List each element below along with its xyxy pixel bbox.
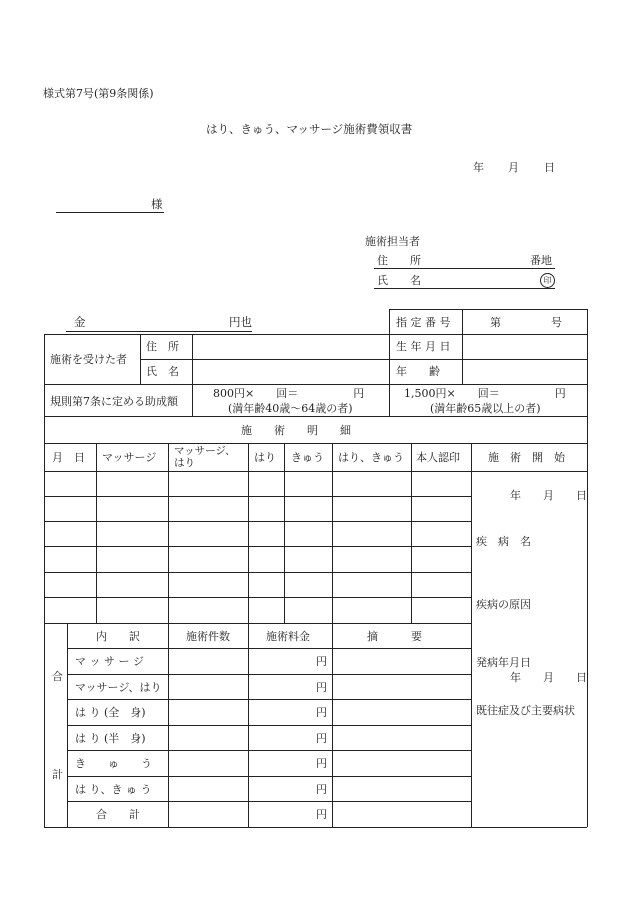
grid-line (44, 496, 471, 497)
header-hari-kyu: はり、きゅう (338, 451, 404, 464)
header-start: 施 術 開 始 (488, 451, 565, 464)
summary-row-unit: 円 (316, 757, 327, 770)
summary-row-label: マッサージ、はり (75, 681, 162, 694)
grid-line (389, 309, 390, 416)
practitioner-address-label: 住 所 (377, 254, 421, 267)
summary-row-label: 合 計 (96, 808, 140, 821)
grid-line (44, 827, 587, 828)
grid-line (471, 443, 472, 827)
grid-line (248, 443, 249, 827)
designation-label: 指 定 番 号 (396, 316, 451, 329)
amount-suffix: 円也 (229, 315, 252, 329)
grid-line (44, 572, 471, 573)
page-title: はり、きゅう、マッサージ施術費領収書 (206, 122, 413, 136)
header-kyu: きゅう (291, 451, 324, 464)
recipient-name-label: 氏 名 (146, 365, 179, 378)
recipient-address-label: 住 所 (146, 340, 179, 353)
grid-line (411, 443, 412, 623)
designation-dai: 第 (490, 316, 501, 329)
grid-line (96, 443, 97, 623)
grid-line (284, 443, 285, 623)
addressee-suffix: 様 (151, 197, 163, 211)
summary-row-unit: 円 (316, 706, 327, 719)
summary-row-label: マ ッ サ ー ジ (75, 655, 144, 668)
designation-go: 号 (551, 316, 562, 329)
grid-line (67, 674, 471, 675)
header-seal: 本人認印 (416, 451, 460, 464)
summary-header-fee: 施術料金 (266, 630, 310, 643)
summary-row-label: は り (全 身) (75, 706, 146, 719)
birth-label: 生 年 月 日 (396, 340, 451, 353)
summary-header-breakdown: 内 訳 (96, 630, 140, 643)
amount-line[interactable] (66, 331, 252, 332)
subsidy-label: 規則第7条に定める助成額 (50, 395, 178, 408)
grid-line (192, 334, 193, 384)
header-month-day: 月 日 (52, 451, 85, 464)
grid-line (67, 801, 471, 802)
onset-label: 発病年月日 (476, 656, 531, 669)
grid-line (44, 471, 587, 472)
date-month: 月 (508, 161, 519, 174)
summary-row-unit: 円 (316, 783, 327, 796)
subsidy-b-line1: 1,500円× 回＝ 円 (404, 387, 566, 400)
grid-line (67, 776, 471, 777)
summary-row-unit: 円 (316, 732, 327, 745)
summary-row-unit: 円 (316, 655, 327, 668)
summary-side-bottom: 計 (52, 768, 63, 781)
practitioner-name-label: 氏 名 (377, 274, 421, 287)
header-massage-hari (174, 445, 246, 469)
grid-line (462, 309, 463, 384)
practitioner-address-line[interactable] (374, 268, 555, 269)
grid-line (67, 750, 471, 751)
grid-line (389, 309, 587, 310)
disease-label: 疾 病 名 (476, 535, 531, 548)
header-hari: はり (254, 451, 276, 464)
age-label: 年 齢 (396, 365, 440, 378)
grid-line (44, 623, 471, 624)
summary-row-unit: 円 (316, 808, 327, 821)
recipient-label: 施術を受けた者 (50, 353, 127, 366)
summary-row-label: は り (半 身) (75, 732, 146, 745)
grid-line (140, 334, 141, 384)
grid-line (44, 443, 587, 444)
cause-label: 疾病の原因 (476, 598, 531, 611)
grid-line (44, 521, 471, 522)
grid-line (67, 725, 471, 726)
header-massage: マッサージ (102, 451, 157, 464)
summary-row-label: は り、き ゅ う (75, 783, 152, 796)
grid-line (44, 416, 587, 417)
date-day: 日 (544, 161, 555, 174)
summary-header-remarks: 摘 要 (367, 630, 422, 643)
date-year: 年 (473, 161, 484, 174)
grid-line (587, 309, 588, 827)
subsidy-a-line2: (満年齢40歳～64歳の者) (228, 402, 353, 415)
grid-line (44, 597, 471, 598)
grid-line (44, 384, 587, 385)
practitioner-heading: 施術担当者 (365, 235, 420, 248)
summary-side-top: 合 (52, 670, 63, 683)
grid-line (168, 443, 169, 827)
practitioner-name-line[interactable] (374, 288, 555, 289)
summary-header-count: 施術件数 (186, 630, 230, 643)
amount-prefix: 金 (74, 315, 86, 329)
seal-mark (540, 273, 555, 288)
practitioner-address-suffix: 番地 (530, 254, 552, 267)
grid-line (44, 546, 471, 547)
start-date: 年 月 日 (510, 489, 587, 502)
grid-line (67, 648, 471, 649)
grid-line (44, 334, 587, 335)
history-label: 既往症及び主要病状 (476, 704, 575, 717)
grid-line (140, 359, 587, 360)
grid-line (67, 699, 471, 700)
summary-row-unit: 円 (316, 681, 327, 694)
form-id: 様式第7号(第9条関係) (43, 87, 154, 100)
addressee-line[interactable] (56, 212, 164, 213)
detail-title: 施 術 明 細 (241, 424, 351, 437)
grid-line (332, 443, 333, 827)
summary-row-label: き ゅ う (75, 757, 152, 770)
grid-line (44, 334, 45, 827)
grid-line (192, 384, 193, 416)
subsidy-b-line2: (満年齢65歳以上の者) (430, 402, 541, 415)
onset-date: 年 月 日 (510, 671, 587, 684)
header-massage-hari-text: マッサージ、はり (174, 445, 236, 469)
subsidy-a-line1: 800円× 回＝ 円 (213, 387, 365, 400)
seal-label: 印 (543, 276, 552, 285)
